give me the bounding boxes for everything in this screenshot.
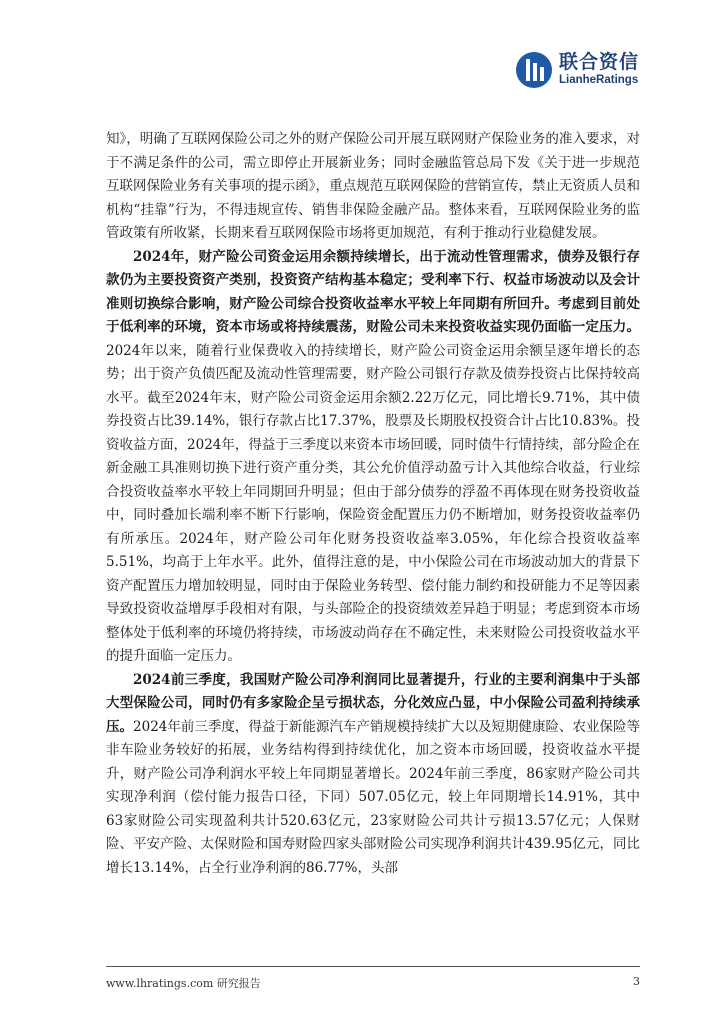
- company-logo: [516, 52, 639, 88]
- logo-chinese-name: 联合资信: [559, 51, 640, 74]
- logo-mark-icon: [516, 52, 552, 88]
- paragraph-internet-insurance: 知》，明确了互联网保险公司之外的财产保险公司开展互联网财产保险业务的准入要求，对于不满足条件的公司，需立即停止开展新业务；同时金融监管总局下发《关于进一步规范互联网保险业务有关事项的提示函》，重点规范互联网保险的营销宣传，禁止无资质人员和机构“挂靠”行为，不得违规宣传、销售非保险金融产品。整体来看，互联网保险业务的监管政策有所收紧，长期来看互联网保险市场将更加规范，有利于推动行业稳健发展。: [106, 131, 640, 241]
- report-body: [106, 128, 640, 880]
- paragraph-profit: [106, 669, 640, 881]
- footer-website[interactable]: www.lhratings.com 研究报告: [106, 977, 261, 990]
- paragraph-investment: [106, 246, 640, 669]
- paragraph-profit-detail: 2024年前三季度，得益于新能源汽车产销规模持续扩大以及短期健康险、农业保险等非车险业务较好的拓展，业务结构得到持续优化，加之资本市场回暖，投资收益水平提升，财产险公司净利润水平较上年同期显著增长。2024年前三季度，86家财产险公司共实现净利润（偿付能力报告口径，下同）507.05亿元，较上年同期增长14.91%，其中63家财险公司实现盈利共计520.63亿元，23家财险公司共计亏损13.57亿元；人保财险、平安产险、太保财险和国寿财险四家头部财险公司实现净利润共计439.95亿元，同比增长13.14%，占全行业净利润的86.77%，头部: [106, 718, 641, 876]
- paragraph-investment-summary: 2024年，财产险公司资金运用余额持续增长，出于流动性管理需求，债券及银行存款仍为主要投资资产类别，投资资产结构基本稳定；受利率下行、权益市场波动以及会计准则切换综合影响，财产险公司综合投资收益率水平较上年同期有所回升。考虑到目前处于低利率的环境，资本市场或将持续震荡，财险公司未来投资收益实现仍面临一定压力。: [106, 248, 640, 335]
- footer-divider: [106, 966, 640, 967]
- logo-english-name: LianheRatings: [559, 74, 639, 87]
- paragraph-profit-summary: 2024前三季度，我国财产险公司净利润同比显著提升，行业的主要利润集中于头部大型保险公司，同时仍有多家险企呈亏损状态，分化效应凸显，中小保险公司盈利持续承压。: [106, 671, 640, 735]
- paragraph-investment-detail: 2024年以来，随着行业保费收入的持续增长，财产险公司资金运用余额呈逐年增长的态势；出于资产负债匹配及流动性管理需要，财产险公司银行存款及债券投资占比保持较高水平。截至2024年末，财产险公司资金运用余额2.22万亿元，同比增长9.71%，其中债券投资占比39.14%，银行存款占比17.37%，股票及长期股权投资合计占比10.83%。投资收益方面，2024年，得益于三季度以来资本市场回暖，同时债牛行情持续，部分险企在新金融工具准则切换下进行资产重分类，其公允价值浮动盈亏计入其他综合收益，行业综合投资收益率水平较上年同期回升明显；但由于部分债券的浮盈不再体现在财务投资收益中，同时叠加长端利率不断下行影响，保险资金配置压力仍不断增加，财务投资收益率仍有所承压。2024年，财产险公司年化财务投资收益率3.05%，年化综合投资收益率5.51%，均高于上年水平。此外，值得注意的是，中小保险公司在市场波动加大的背景下资产配置压力增加较明显，同时由于保险业务转型、偿付能力制约和投研能力不足等因素导致投资收益增厚手段相对有限，与头部险企的投资绩效差异趋于明显；考虑到资本市场整体处于低利率的环境仍将持续，市场波动尚存在不确定性，未来财险公司投资收益水平的提升面临一定压力。: [106, 342, 640, 664]
- page-number: 3: [633, 975, 640, 988]
